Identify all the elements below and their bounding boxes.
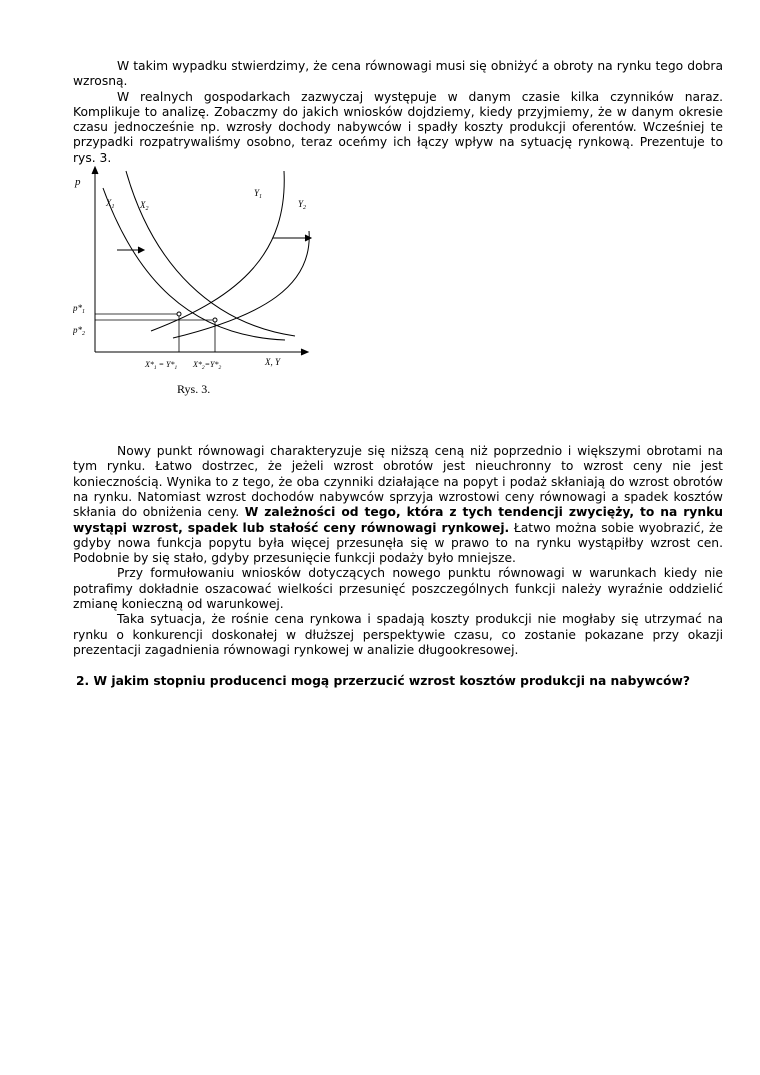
paragraph-1: W takim wypadku stwierdzimy, że cena równowagi musi się obniżyć a obroty na rynku tego dobra wzrosną. xyxy=(73,59,723,89)
paragraph-4: Przy formułowaniu wniosków dotyczących nowego punktu równowagi w warunkach kiedy nie potrafimy dokładnie oszacować wielkości przesunięć poszczególnych funkcji należy wyraźnie oddzielić zmianę konieczną od warunkowej. xyxy=(73,566,723,612)
label-y2: $Y_2$ xyxy=(298,199,307,212)
y-axis-label: p xyxy=(75,176,81,189)
label-y1: $Y_1$ xyxy=(254,188,263,201)
supply-curve-y2 xyxy=(173,231,309,338)
x-axis-arrow xyxy=(301,349,308,355)
x-axis-label: X, Y xyxy=(265,357,281,368)
demand-shift-arrowhead xyxy=(138,247,144,253)
paragraph-3-start: Nowy punkt równowagi charakteryzuje się niższą ceną niż poprzednio i większymi obrotami na tym rynku. Łatwo dostrzec, że jeżeli wzrost obrotów jest nieuchronny to wzrost ceny nie jest koniecznością. Wynika to z tego, że oba czynniki działające na popyt i podaż skłaniają do wzrost obrotów na rynku. Natomiast wzrost dochodów nabywców sprzyja wzrostowi ceny równowagi a spadek kosztów skłania do obniżenia ceny. xyxy=(73,444,723,520)
demand-curve-x1 xyxy=(103,188,285,340)
paragraph-5: Taka sytuacja, że rośnie cena rynkowa i spadają koszty produkcji nie mogłaby się utrzymać na rynku o konkurencji doskonałej w dłuższej perspektywie czasu, co zostanie pokazane przy okazji prezentacji zagadnienia równowagi rynkowej w analizie długookresowej. xyxy=(73,612,723,657)
demand-curve-x2 xyxy=(126,171,295,336)
equilibrium-point-2 xyxy=(213,318,217,322)
paragraph-3-end: Łatwo można sobie wyobrazić, że gdyby nowa funkcja popytu była więcej przesunęła się w prawo to na rynku wystąpiłby wzrost cen. Podobnie by się stało, gdyby przesunięcie funkcji podaży było mniejsze. xyxy=(73,520,724,566)
label-x1: $X_1$ xyxy=(106,198,115,211)
label-p1: $p*_1$ xyxy=(73,303,85,316)
y-axis-arrow xyxy=(92,167,98,174)
label-p2: $p*_2$ xyxy=(73,325,85,338)
section-heading-2: 2. W jakim stopniu producenci mogą przerzucić wzrost kosztów produkcji na nabywców? xyxy=(76,674,690,689)
paragraph-2: W realnych gospodarkach zazwyczaj występuje w danym czasie kilka czynników naraz. Komplikuje to analizę. Zobaczmy do jakich wniosków dojdziemy, kiedy przyjmiemy, że w danym okresie czasu jednocześnie np. wzrosły dochody nabywców i spadły koszty produkcji oferentów. Wcześniej te przypadki rozpatrywaliśmy osobno, teraz oceńmy ich łączy wpływ na sytuację rynkową. Prezentuje to rys. 3. xyxy=(73,89,723,165)
figure-caption: Rys. 3. xyxy=(177,382,211,397)
document-page xyxy=(73,59,723,690)
equilibrium-point-1 xyxy=(177,312,181,316)
label-x2: $X_2$ xyxy=(140,200,149,213)
supply-demand-diagram xyxy=(73,166,723,444)
paragraph-3 xyxy=(73,444,723,566)
label-q2: $X*_2=Y*_2$ xyxy=(193,360,222,372)
figure-rys-3 xyxy=(73,166,723,444)
supply-shift-arrowhead xyxy=(305,235,311,241)
label-q1: $X*_1 = Y*_1$ xyxy=(145,360,178,372)
paragraph-3-bold: W zależności od tego, która z tych tendencji zwycięży, to na rynku wystąpi wzrost, spadek lub stałość ceny równowagi rynkowej. xyxy=(73,505,724,535)
